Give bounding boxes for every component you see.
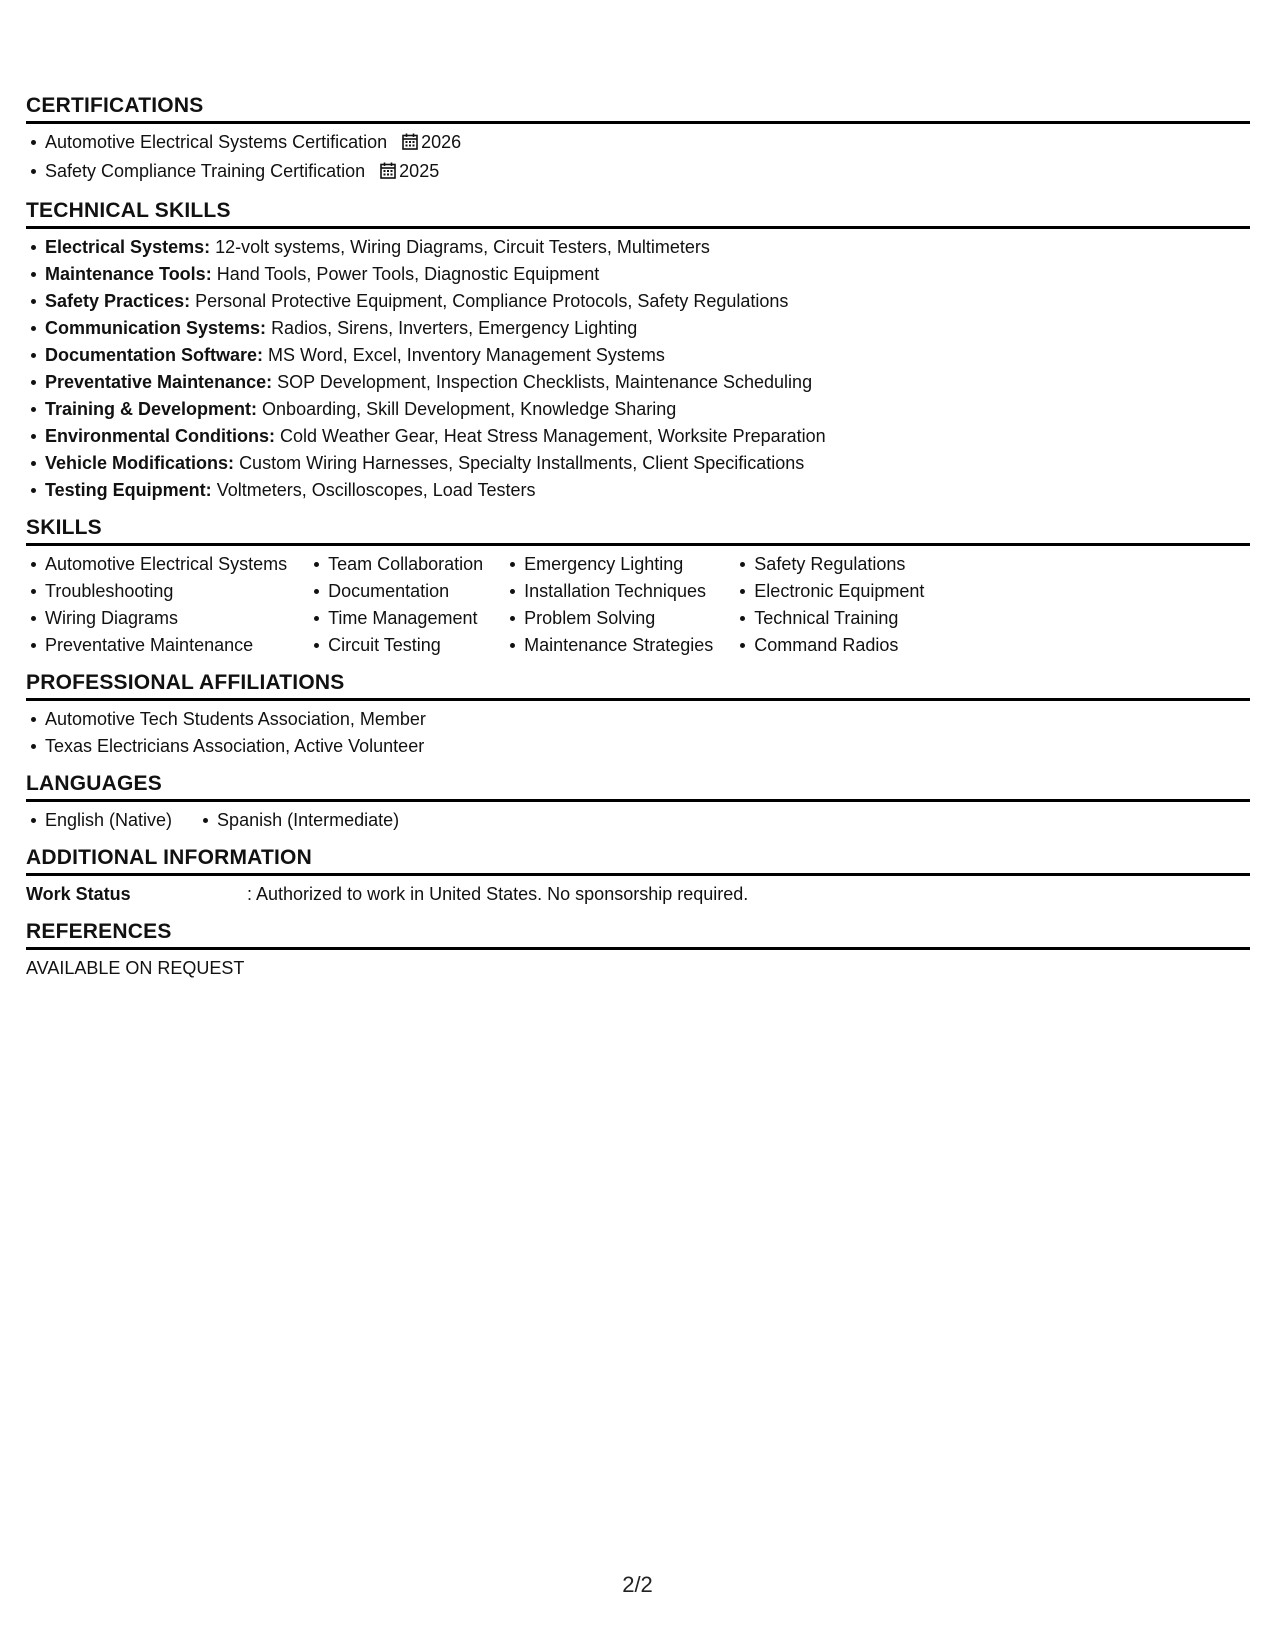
list-item: Problem Solving [524, 605, 713, 632]
list-item: Command Radios [754, 632, 924, 659]
skills-column-3 [505, 551, 713, 659]
skill-category: Preventative Maintenance: [45, 372, 273, 392]
skill-category: Environmental Conditions: [45, 426, 276, 446]
certification-year: 2026 [421, 132, 462, 152]
skill-category: Vehicle Modifications: [45, 453, 235, 473]
list-item: Automotive Tech Students Association, Member [45, 706, 1250, 733]
list-item [45, 477, 1250, 504]
certifications-list [26, 129, 1250, 187]
skills-column-4 [735, 551, 924, 659]
languages-list-2 [198, 807, 399, 834]
skill-category: Testing Equipment: [45, 480, 212, 500]
work-status-value: : Authorized to work in United States. No sponsorship required. [247, 884, 749, 904]
skills-columns [26, 551, 1250, 659]
list-item: Documentation [328, 578, 483, 605]
skills-column-2 [309, 551, 483, 659]
list-item: Texas Electricians Association, Active Volunteer [45, 733, 1250, 760]
section-title: LANGUAGES [26, 772, 1250, 802]
list-item: Automotive Electrical Systems [45, 551, 287, 578]
list-item: Safety Regulations [754, 551, 924, 578]
list-item [45, 369, 1250, 396]
skill-values: 12-volt systems, Wiring Diagrams, Circuit Testers, Multimeters [215, 237, 710, 257]
skill-values: Personal Protective Equipment, Compliance Protocols, Safety Regulations [195, 291, 789, 311]
certifications-section [26, 94, 1250, 187]
skill-values: Cold Weather Gear, Heat Stress Management, Worksite Preparation [280, 426, 826, 446]
section-title: REFERENCES [26, 920, 1250, 950]
list-item [45, 342, 1250, 369]
list-item: Time Management [328, 605, 483, 632]
skill-values: Custom Wiring Harnesses, Specialty Installments, Client Specifications [239, 453, 805, 473]
calendar-icon [402, 131, 418, 158]
skill-values: SOP Development, Inspection Checklists, Maintenance Scheduling [277, 372, 813, 392]
languages-list-1 [26, 807, 172, 834]
list-item: Preventative Maintenance [45, 632, 287, 659]
certification-year: 2025 [399, 161, 440, 181]
list-item [45, 315, 1250, 342]
page-number: 2/2 [622, 1572, 653, 1597]
list-item: Installation Techniques [524, 578, 713, 605]
languages-row [26, 807, 1250, 834]
skills-section [26, 516, 1250, 659]
work-status-label: Work Status [26, 884, 131, 904]
skill-category: Maintenance Tools: [45, 264, 212, 284]
list-item [45, 234, 1250, 261]
resume-page [26, 94, 1250, 994]
list-item: Team Collaboration [328, 551, 483, 578]
section-title: PROFESSIONAL AFFILIATIONS [26, 671, 1250, 701]
references-text: AVAILABLE ON REQUEST [26, 958, 245, 978]
languages-section [26, 772, 1250, 834]
list-item: Technical Training [754, 605, 924, 632]
list-item [45, 450, 1250, 477]
skill-values: Voltmeters, Oscilloscopes, Load Testers [216, 480, 536, 500]
skill-values: Radios, Sirens, Inverters, Emergency Lighting [271, 318, 638, 338]
skill-values: Onboarding, Skill Development, Knowledge Sharing [262, 399, 677, 419]
list-item: Wiring Diagrams [45, 605, 287, 632]
section-title: SKILLS [26, 516, 1250, 546]
list-item [45, 158, 1250, 187]
references-section [26, 920, 1250, 982]
skill-values: MS Word, Excel, Inventory Management Systems [268, 345, 665, 365]
list-item: Circuit Testing [328, 632, 483, 659]
additional-info-section [26, 846, 1250, 908]
skill-category: Training & Development: [45, 399, 258, 419]
skills-column-1 [26, 551, 287, 659]
skill-category: Safety Practices: [45, 291, 191, 311]
section-title: TECHNICAL SKILLS [26, 199, 1250, 229]
affiliations-list [26, 706, 1250, 760]
list-item [45, 423, 1250, 450]
technical-skills-list [26, 234, 1250, 504]
list-item [45, 129, 1250, 158]
skill-category: Documentation Software: [45, 345, 264, 365]
list-item [45, 261, 1250, 288]
certification-name: Automotive Electrical Systems Certification [45, 132, 388, 152]
list-item: Spanish (Intermediate) [217, 807, 399, 834]
skill-category: Communication Systems: [45, 318, 267, 338]
list-item: English (Native) [45, 807, 172, 834]
affiliations-section [26, 671, 1250, 760]
work-status-row [26, 881, 1250, 908]
certification-name: Safety Compliance Training Certification [45, 161, 366, 181]
calendar-icon [380, 160, 396, 187]
list-item: Troubleshooting [45, 578, 287, 605]
list-item: Electronic Equipment [754, 578, 924, 605]
list-item: Emergency Lighting [524, 551, 713, 578]
section-title: CERTIFICATIONS [26, 94, 1250, 124]
technical-skills-section [26, 199, 1250, 504]
skill-category: Electrical Systems: [45, 237, 211, 257]
list-item: Maintenance Strategies [524, 632, 713, 659]
list-item [45, 396, 1250, 423]
list-item [45, 288, 1250, 315]
skill-values: Hand Tools, Power Tools, Diagnostic Equipment [216, 264, 600, 284]
section-title: ADDITIONAL INFORMATION [26, 846, 1250, 876]
